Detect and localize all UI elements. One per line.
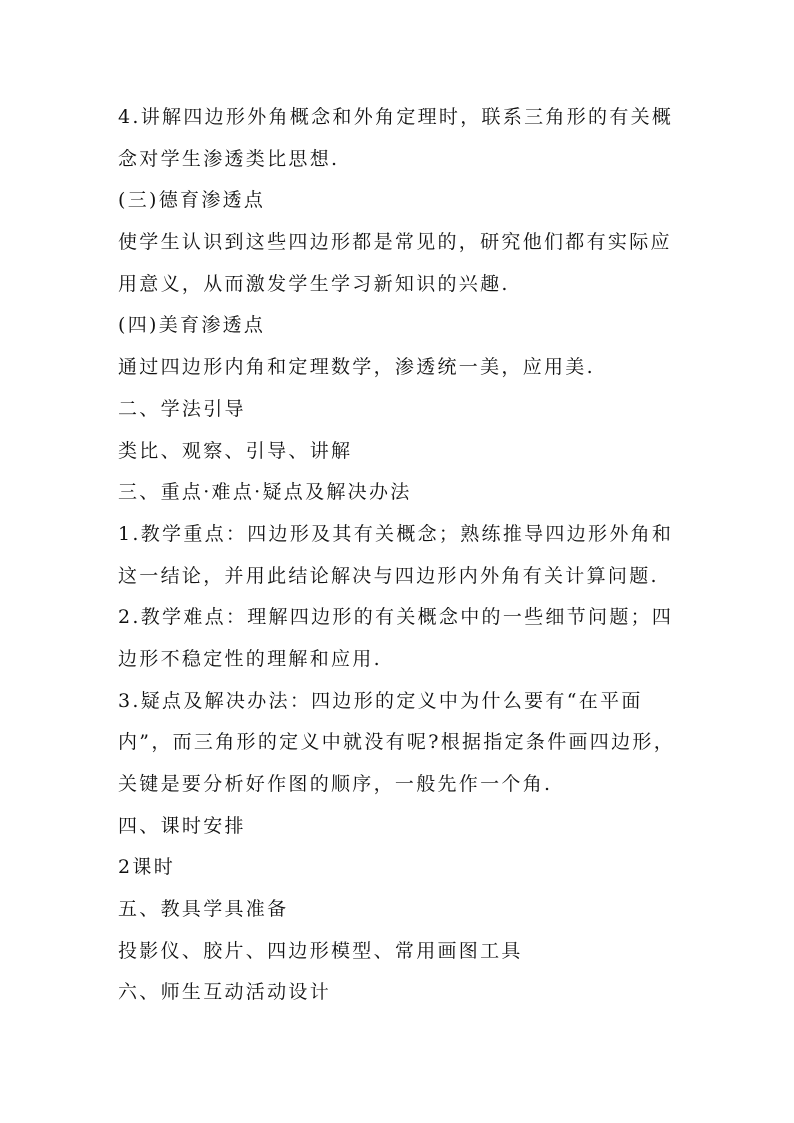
paragraph-line: 类比、观察、引导、讲解 (118, 439, 353, 462)
paragraph-line: 用意义，从而激发学生学习新知识的兴趣. (118, 272, 510, 295)
section-heading: 三、重点·难点·疑点及解决办法 (118, 481, 412, 504)
paragraph-line: 这一结论，并用此结论解决与四边形内外角有关计算问题. (118, 564, 659, 587)
section-heading: 四、课时安排 (118, 814, 246, 837)
section-heading: 六、师生互动活动设计 (118, 981, 332, 1004)
section-heading: 五、教具学具准备 (118, 898, 289, 921)
section-heading: 二、学法引导 (118, 397, 246, 420)
paragraph-line: 念对学生渗透类比思想. (118, 147, 340, 170)
subsection-heading: (三)德育渗透点 (118, 189, 266, 212)
paragraph-line: 内”，而三角形的定义中就没有呢?根据指定条件画四边形， (118, 731, 676, 754)
paragraph-line: 边形不稳定性的理解和应用. (118, 647, 382, 670)
paragraph-line: 4.讲解四边形外角概念和外角定理时，联系三角形的有关概 (118, 106, 674, 128)
paragraph-line: 投影仪、胶片、四边形模型、常用画图工具 (118, 939, 523, 962)
paragraph-line: 2.教学难点：理解四边形的有关概念中的一些细节问题；四 (118, 606, 674, 629)
paragraph-line: 关键是要分析好作图的顺序，一般先作一个角. (118, 773, 553, 795)
paragraph-line: 通过四边形内角和定理数学，渗透统一美，应用美. (118, 356, 595, 379)
paragraph-line: 使学生认识到这些四边形都是常见的，研究他们都有实际应 (118, 231, 672, 254)
paragraph-line: 3.疑点及解决办法：四边形的定义中为什么要有“在平面 (118, 689, 643, 712)
paragraph-line: 2课时 (118, 856, 175, 879)
subsection-heading: (四)美育渗透点 (118, 314, 266, 337)
paragraph-line: 1.教学重点：四边形及其有关概念；熟练推导四边形外角和 (118, 522, 674, 545)
